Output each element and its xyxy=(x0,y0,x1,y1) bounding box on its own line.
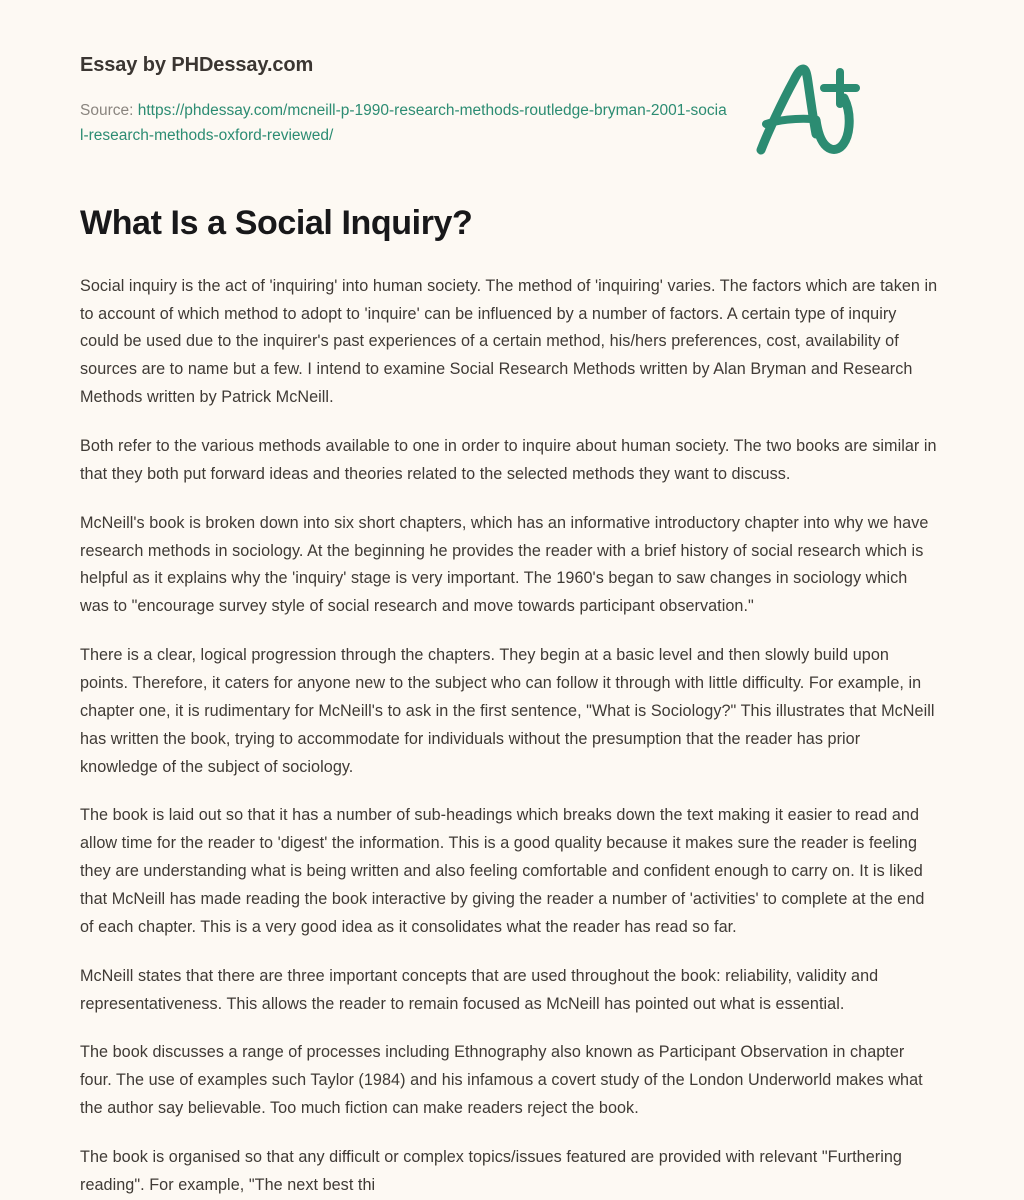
page-header xyxy=(80,0,944,148)
source-url-link[interactable]: https://phdessay.com/mcneill-p-1990-research-methods-routledge-bryman-2001-social-research-methods-oxford-reviewed/ xyxy=(80,102,727,145)
article-paragraph: McNeill states that there are three important concepts that are used throughout the book: reliability, validity and representativeness. This allows the reader to remain focused as McNeill has pointed out what is essential. xyxy=(80,966,879,1013)
article-paragraph: McNeill's book is broken down into six short chapters, which has an informative introductory chapter into why we have research methods in sociology. At the beginning he provides the reader with a brief history of social research which is helpful as it explains why the 'inquiry' stage is very important. The 1960's began to saw changes in sociology which was to "encourage survey style of social research and move towards participant observation." xyxy=(80,513,929,616)
article-paragraph: The book is laid out so that it has a number of sub-headings which breaks down the text making it easier to read and allow time for the reader to 'digest' the information. This is a good quality because it makes sure the reader is feeling they are understanding what is being written and also feeling comfortable and confident enough to carry on. It is liked that McNeill has made reading the book interactive by giving the reader a number of 'activities' to complete at the end of each chapter. This is a very good idea as it consolidates what the reader has read so far. xyxy=(80,806,925,936)
article-paragraph: The book is organised so that any difficult or complex topics/issues featured are provided with relevant "Furthering reading". For example, "The next best thi xyxy=(80,1148,902,1194)
article-paragraph: Both refer to the various methods available to one in order to inquire about human society. The two books are similar in that they both put forward ideas and theories related to the selected methods they want to discuss. xyxy=(80,437,937,483)
source-line xyxy=(80,98,730,148)
article-paragraph: The book discusses a range of processes including Ethnography also known as Participant Observation in chapter four. The use of examples such Taylor (1984) and his infamous a covert study of the London Underworld makes what the author say believable. Too much fiction can make readers reject the book. xyxy=(80,1043,923,1118)
a-plus-logo-icon xyxy=(748,58,864,162)
source-label: Source: xyxy=(80,102,134,119)
byline: Essay by PHDessay.com xyxy=(80,54,314,76)
article-paragraph: There is a clear, logical progression through the chapters. They begin at a basic level and then slowly build upon points. Therefore, it caters for anyone new to the subject who can follow it through with little difficulty. For example, in chapter one, it is rudimentary for McNeill's to ask in the first sentence, "What is Sociology?" This illustrates that McNeill has written the book, trying to accommodate for individuals without the presumption that the reader has prior knowledge of the subject of sociology. xyxy=(80,646,935,776)
article-paragraph: Social inquiry is the act of 'inquiring' into human society. The method of 'inquiring' varies. The factors which are taken in to account of which method to adopt to 'inquire' can be influenced by a number of factors. A certain type of inquiry could be used due to the inquirer's past experiences of a certain method, his/hers preferences, cost, availability of sources are to name but a few. I intend to examine Social Research Methods written by Alan Bryman and Research Methods written by Patrick McNeill. xyxy=(80,276,938,407)
page-title: What Is a Social Inquiry? xyxy=(80,204,473,243)
article-body xyxy=(80,245,938,1200)
